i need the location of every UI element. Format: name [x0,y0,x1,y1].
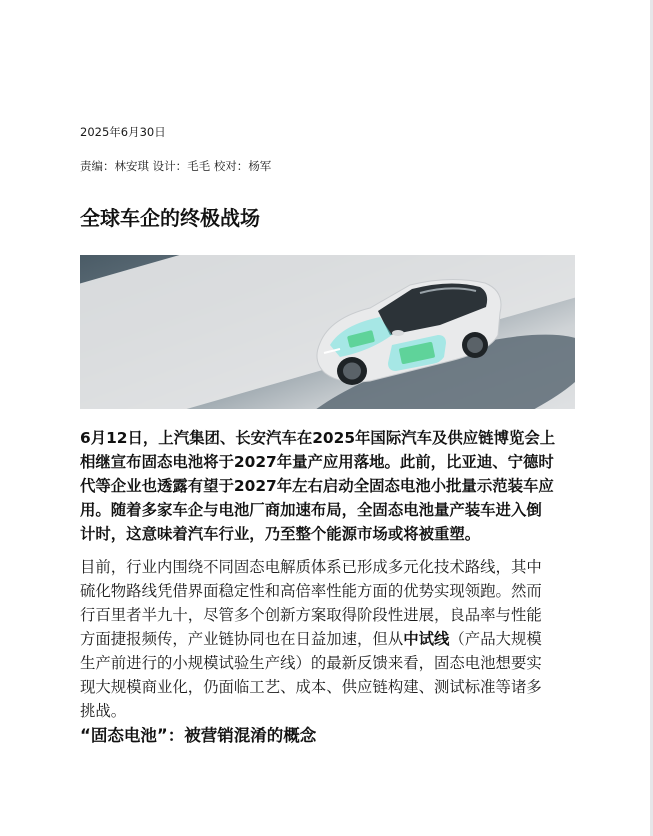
design-label: 设计： [152,159,188,173]
publish-date: 2025年6月30日 [80,125,166,139]
proofreader-name: 杨军 [248,159,272,173]
body-line: 生产前进行的小规模试验生产线）的最新反馈来看，固态电池想要实 [80,654,542,672]
editor-name: 林安琪 [114,159,149,173]
highlight-term: 中试线 [403,630,450,648]
body-line: 硫化物路线凭借界面稳定性和高倍率性能方面的优势实现领跑。然而 [80,582,542,600]
body-paragraph [80,555,576,723]
proof-label: 校对： [213,159,249,173]
editor-label: 责编： [80,159,115,173]
hero-image [80,255,575,409]
section-heading: “固态电池”：被营销混淆的概念 [80,726,317,745]
lead-line: 代等企业也透露有望于2027年左右启动全固态电池小批量示范装车应 [80,477,554,495]
car-illustration-icon [300,273,510,391]
body-line [80,627,576,651]
body-line: 挑战。 [80,702,127,720]
lead-paragraph [80,426,576,546]
article-title: 全球车企的终极战场 [80,206,260,230]
body-text: 方面捷报频传，产业链协同也在日益加速，但从 [80,630,404,648]
body-line: 目前，行业内围绕不同固态电解质体系已形成多元化技术路线，其中 [80,558,542,576]
body-line: 行百里者半九十，尽管多个创新方案取得阶段性进展，良品率与性能 [80,606,542,624]
lead-line: 6月12日，上汽集团、长安汽车在2025年国际汽车及供应链博览会上 [80,429,556,447]
lead-line: 用。随着多家车企与电池厂商加速布局，全固态电池量产装车进入倒 [80,501,542,519]
body-text: （产品大规模 [449,630,542,648]
lead-line: 计时，这意味着汽车行业，乃至整个能源市场或将被重塑。 [80,525,481,543]
lead-line: 相继宣布固态电池将于2027年量产应用落地。此前，比亚迪、宁德时 [80,453,554,471]
body-line: 现大规模商业化，仍面临工艺、成本、供应链构建、测试标准等诸多 [80,678,542,696]
credits-line [80,159,271,174]
designer-name: 毛毛 [187,159,211,173]
